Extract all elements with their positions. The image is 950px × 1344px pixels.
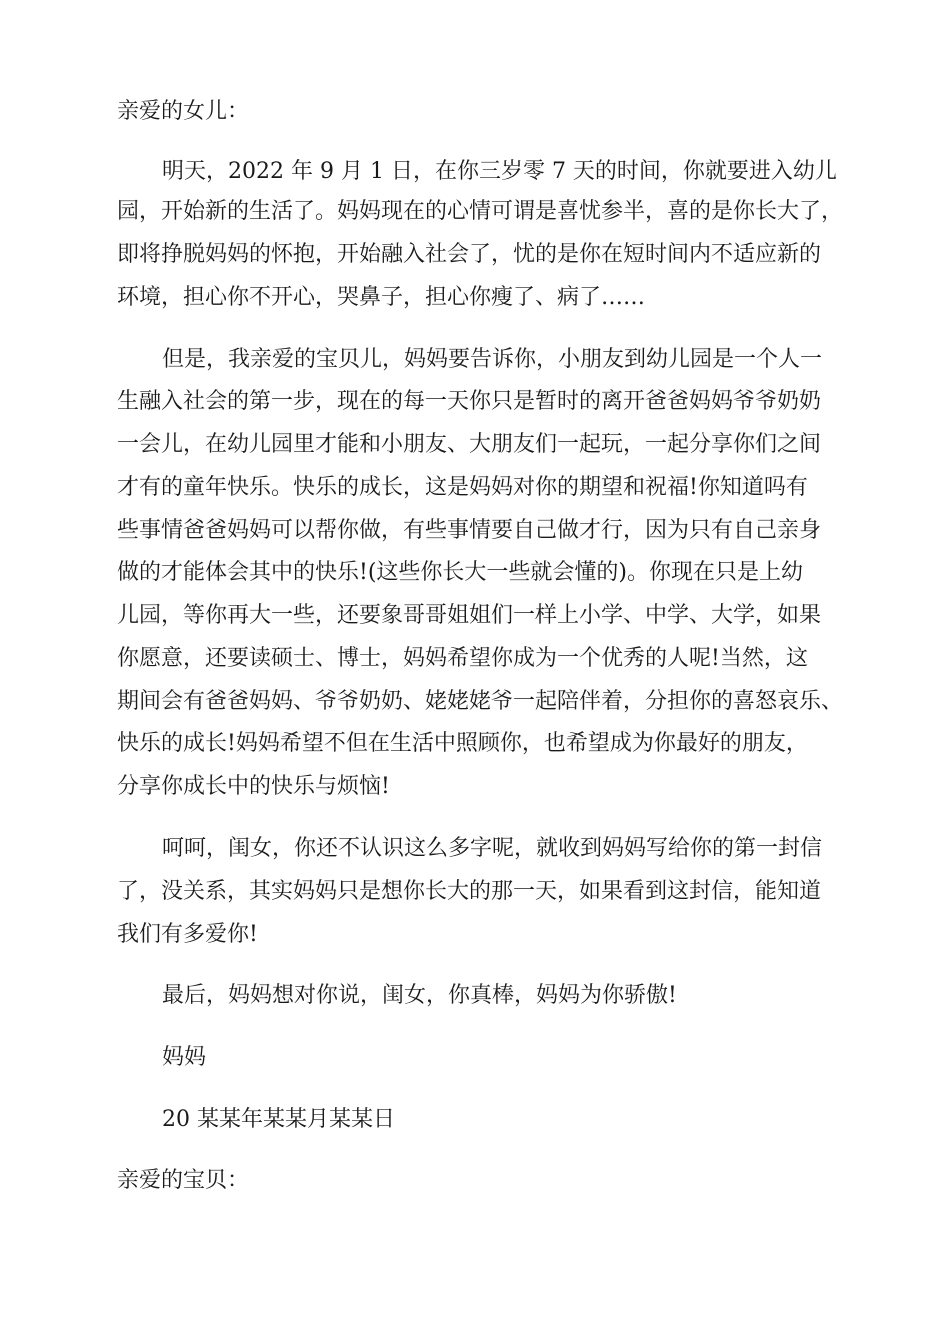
- paragraph-2-line-11: 分享你成长中的快乐与烦恼!: [117, 774, 390, 799]
- paragraph-1-line-2: 园，开始新的生活了。妈妈现在的心情可谓是喜忧参半，喜的是你长大了，: [117, 199, 844, 224]
- paragraph-3-line-1: 呵呵，闺女，你还不认识这么多字呢，就收到妈妈写给你的第一封信: [162, 836, 823, 861]
- paragraph-3-line-3: 我们有多爱你!: [117, 922, 258, 947]
- paragraph-4-line-1: 最后，妈妈想对你说，闺女，你真棒，妈妈为你骄傲!: [162, 983, 677, 1008]
- salutation-daughter: 亲爱的女儿：: [117, 99, 250, 124]
- paragraph-2-line-4: 才有的童年快乐。快乐的成长，这是妈妈对你的期望和祝福!你知道吗有: [117, 475, 808, 500]
- salutation-baby: 亲爱的宝贝：: [117, 1168, 250, 1193]
- paragraph-2-line-10: 快乐的成长!妈妈希望不但在生活中照顾你，也希望成为你最好的朋友，: [117, 731, 808, 756]
- paragraph-1-line-4: 环境，担心你不开心，哭鼻子，担心你瘦了、病了……: [117, 285, 646, 310]
- paragraph-3-line-2: 了，没关系，其实妈妈只是想你长大的那一天，如果看到这封信，能知道: [117, 879, 822, 904]
- paragraph-2-line-3: 一会儿，在幼儿园里才能和小朋友、大朋友们一起玩，一起分享你们之间: [117, 432, 822, 457]
- paragraph-2-line-6: 做的才能体会其中的快乐!(这些你长大一些就会懂的)。你现在只是上幼: [117, 560, 804, 585]
- paragraph-2-line-8: 你愿意，还要读硕士、博士，妈妈希望你成为一个优秀的人呢!当然，这: [117, 646, 808, 671]
- paragraph-1-line-1: 明天，2022 年 9 月 1 日，在你三岁零 7 天的时间，你就要进入幼儿: [162, 159, 837, 184]
- paragraph-2-line-9: 期间会有爸爸妈妈、爷爷奶奶、姥姥姥爷一起陪伴着，分担你的喜怒哀乐、: [117, 689, 844, 714]
- paragraph-2-line-2: 生融入社会的第一步，现在的每一天你只是暂时的离开爸爸妈妈爷爷奶奶: [117, 389, 822, 414]
- paragraph-1-line-3: 即将挣脱妈妈的怀抱，开始融入社会了，忧的是你在短时间内不适应新的: [117, 242, 822, 267]
- paragraph-2-line-7: 儿园，等你再大一些，还要象哥哥姐姐们一样上小学、中学、大学，如果: [117, 603, 822, 628]
- signature: 妈妈: [162, 1045, 207, 1070]
- date-line: 20 某某年某某月某某日: [162, 1107, 395, 1132]
- paragraph-2-line-5: 些事情爸爸妈妈可以帮你做，有些事情要自己做才行，因为只有自己亲身: [117, 518, 822, 543]
- paragraph-2-line-1: 但是，我亲爱的宝贝儿，妈妈要告诉你，小朋友到幼儿园是一个人一: [162, 347, 823, 372]
